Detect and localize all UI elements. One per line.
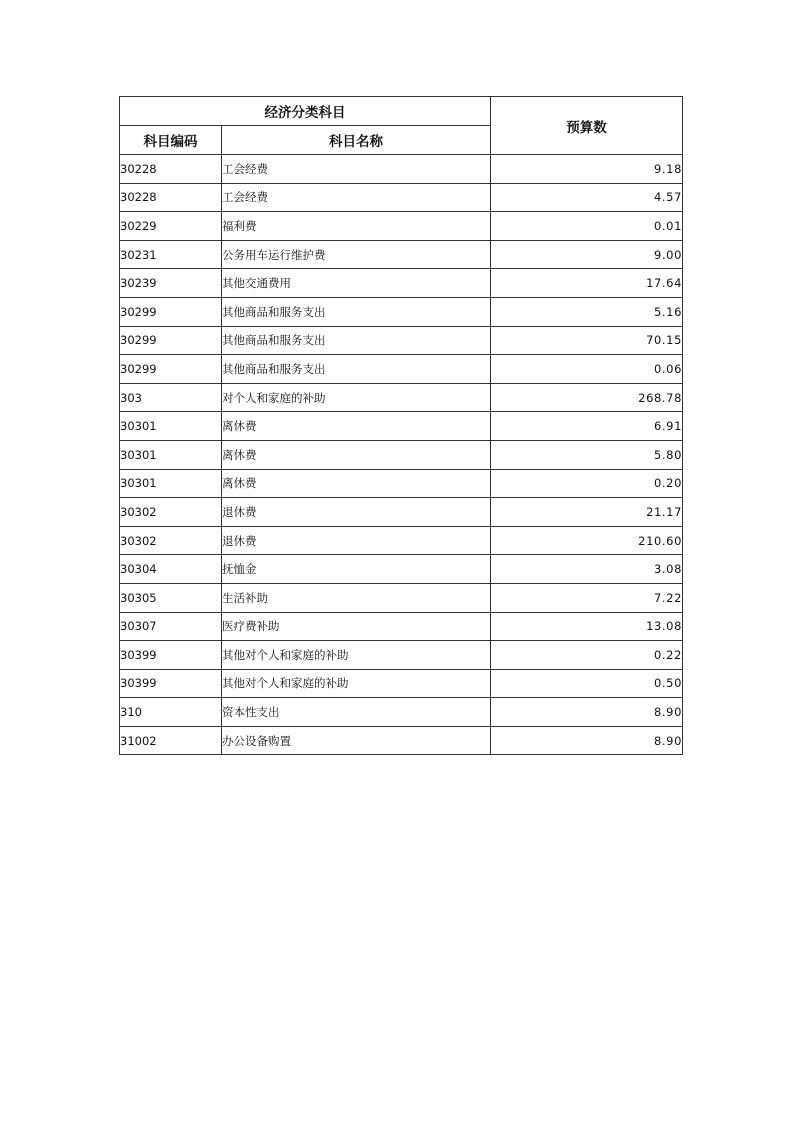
subject-name-cell: 其他对个人和家庭的补助 — [222, 641, 491, 670]
subject-name-cell: 其他对个人和家庭的补助 — [222, 669, 491, 698]
subject-name-cell: 公务用车运行维护费 — [222, 240, 491, 269]
subject-code-cell: 310 — [120, 698, 222, 727]
subject-code-cell: 30228 — [120, 155, 222, 184]
subject-name-cell: 资本性支出 — [222, 698, 491, 727]
budget-amount-cell: 7.22 — [491, 583, 683, 612]
table-header — [120, 97, 683, 155]
budget-amount-cell: 5.80 — [491, 440, 683, 469]
subject-name-cell: 办公设备购置 — [222, 726, 491, 755]
subject-name-cell: 工会经费 — [222, 183, 491, 212]
subject-code-cell: 30399 — [120, 669, 222, 698]
subject-code-header: 科目编码 — [120, 126, 222, 155]
table-row — [120, 669, 683, 698]
budget-amount-cell: 70.15 — [491, 326, 683, 355]
budget-amount-cell: 0.20 — [491, 469, 683, 498]
table-row — [120, 183, 683, 212]
table-row — [120, 297, 683, 326]
budget-table — [119, 96, 683, 755]
subject-code-cell: 30305 — [120, 583, 222, 612]
budget-amount-cell: 9.18 — [491, 155, 683, 184]
subject-name-cell: 其他商品和服务支出 — [222, 326, 491, 355]
table-row — [120, 726, 683, 755]
budget-amount-cell: 5.16 — [491, 297, 683, 326]
budget-amount-cell: 210.60 — [491, 526, 683, 555]
subject-code-cell: 30231 — [120, 240, 222, 269]
subject-name-header: 科目名称 — [222, 126, 491, 155]
subject-name-cell: 其他商品和服务支出 — [222, 355, 491, 384]
table-row — [120, 498, 683, 527]
subject-name-cell: 退休费 — [222, 498, 491, 527]
subject-code-cell: 30307 — [120, 612, 222, 641]
subject-code-cell: 30301 — [120, 412, 222, 441]
table-row — [120, 698, 683, 727]
subject-code-cell: 30301 — [120, 469, 222, 498]
budget-amount-cell: 0.01 — [491, 212, 683, 241]
subject-name-cell: 医疗费补助 — [222, 612, 491, 641]
table-row — [120, 555, 683, 584]
subject-code-cell: 30299 — [120, 326, 222, 355]
subject-name-cell: 退休费 — [222, 526, 491, 555]
subject-name-cell: 其他商品和服务支出 — [222, 297, 491, 326]
subject-code-cell: 30399 — [120, 641, 222, 670]
budget-amount-cell: 0.50 — [491, 669, 683, 698]
subject-name-cell: 抚恤金 — [222, 555, 491, 584]
subject-name-cell: 福利费 — [222, 212, 491, 241]
subject-code-cell: 30301 — [120, 440, 222, 469]
budget-amount-cell: 21.17 — [491, 498, 683, 527]
subject-code-cell: 30304 — [120, 555, 222, 584]
budget-amount-cell: 3.08 — [491, 555, 683, 584]
table-row — [120, 641, 683, 670]
subject-name-cell: 工会经费 — [222, 155, 491, 184]
subject-code-cell: 30299 — [120, 297, 222, 326]
subject-code-cell: 30239 — [120, 269, 222, 298]
table-row — [120, 383, 683, 412]
table-row — [120, 355, 683, 384]
subject-code-cell: 30228 — [120, 183, 222, 212]
table-row — [120, 240, 683, 269]
subject-name-cell: 离休费 — [222, 469, 491, 498]
economic-classification-header: 经济分类科目 — [120, 97, 491, 126]
budget-amount-cell: 13.08 — [491, 612, 683, 641]
table-row — [120, 326, 683, 355]
table-row — [120, 440, 683, 469]
subject-name-cell: 离休费 — [222, 412, 491, 441]
subject-code-cell: 30302 — [120, 498, 222, 527]
subject-name-cell: 生活补助 — [222, 583, 491, 612]
budget-amount-cell: 8.90 — [491, 726, 683, 755]
table-row — [120, 583, 683, 612]
subject-code-cell: 30299 — [120, 355, 222, 384]
subject-name-cell: 其他交通费用 — [222, 269, 491, 298]
table-row — [120, 155, 683, 184]
table-row — [120, 526, 683, 555]
table-row — [120, 469, 683, 498]
budget-amount-cell: 17.64 — [491, 269, 683, 298]
table-row — [120, 269, 683, 298]
subject-code-cell: 31002 — [120, 726, 222, 755]
table-row — [120, 212, 683, 241]
subject-code-cell: 30229 — [120, 212, 222, 241]
budget-amount-cell: 0.06 — [491, 355, 683, 384]
subject-code-cell: 30302 — [120, 526, 222, 555]
budget-amount-cell: 9.00 — [491, 240, 683, 269]
table-row — [120, 412, 683, 441]
subject-code-cell: 303 — [120, 383, 222, 412]
table-row — [120, 612, 683, 641]
budget-amount-cell: 4.57 — [491, 183, 683, 212]
budget-amount-cell: 6.91 — [491, 412, 683, 441]
budget-amount-header: 预算数 — [491, 97, 683, 155]
subject-name-cell: 离休费 — [222, 440, 491, 469]
subject-name-cell: 对个人和家庭的补助 — [222, 383, 491, 412]
budget-amount-cell: 8.90 — [491, 698, 683, 727]
budget-amount-cell: 0.22 — [491, 641, 683, 670]
budget-amount-cell: 268.78 — [491, 383, 683, 412]
table-body — [120, 155, 683, 755]
